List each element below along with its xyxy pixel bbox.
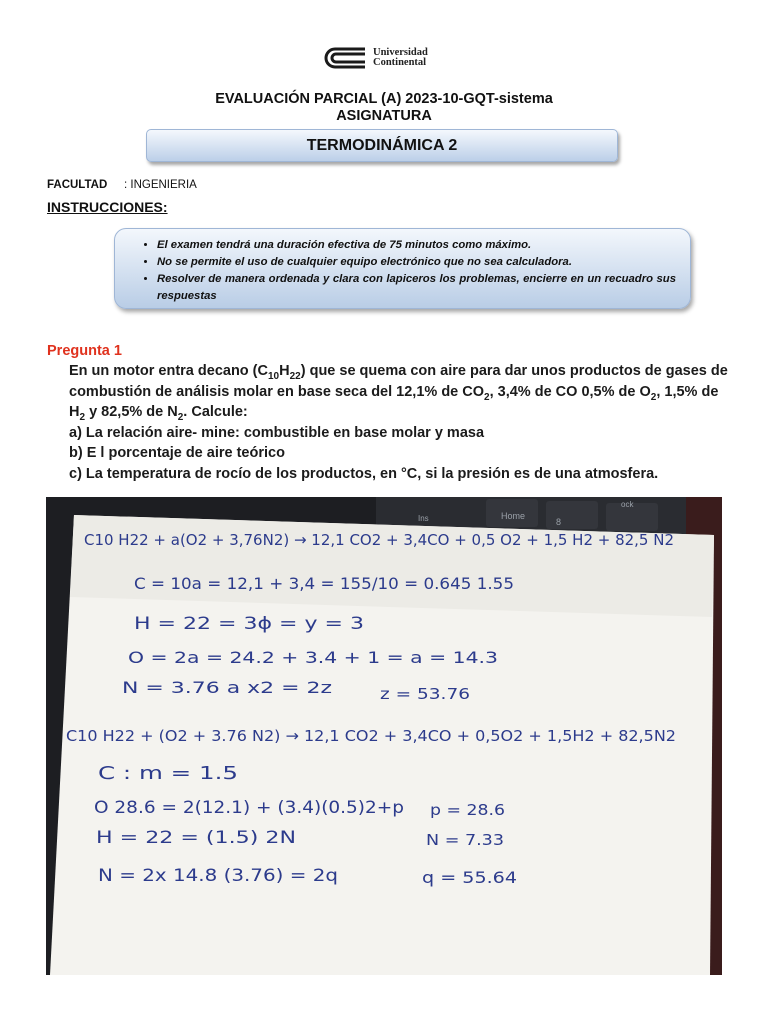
logo-text [373, 48, 428, 68]
handwritten-line: p = 28.6 [430, 801, 505, 819]
handwritten-line: C = 10a = 12,1 + 3,4 = 155/10 = 0.645 1.55 [134, 574, 514, 593]
handwritten-line: N = 3.76 a x2 = 2z [122, 678, 332, 697]
instruction-item: • El examen tendrá una duración efectiva de 75 minutos como máximo. [157, 237, 676, 254]
faculty-value: : INGENIERIA [124, 179, 197, 191]
logo-line-2: Continental [373, 57, 427, 68]
handwritten-line: O = 2a = 24.2 + 3.4 + 1 = a = 14.3 [128, 648, 498, 667]
keyboard-key-label: Ins [418, 514, 429, 523]
instructions-heading: INSTRUCCIONES: [47, 199, 168, 215]
question-item-b: b) E l porcentaje de aire teórico [69, 445, 285, 461]
faculty-label: FACULTAD [47, 179, 108, 191]
university-logo [323, 46, 428, 70]
logo-emblem-icon [323, 46, 367, 70]
subject-banner [146, 129, 618, 162]
instructions-box [114, 228, 691, 309]
handwritten-line: N = 2x 14.8 (3.76) = 2q [98, 866, 338, 886]
handwritten-line: H = 22 = 3ϕ = y = 3 [134, 614, 364, 634]
question-intro: En un motor entra decano $(C_{10}H_{22})$ que se quema con aire para dar unos productos de gases de combustión de análisis molar en base seca del 12,1% de $CO_2$, 3,4% de CO 0,5% de $O_2$, 1,5% de $H_2$ y 82,5% de $N_2$. Calcule: [69, 363, 728, 423]
handwritten-line: C : m = 1.5 [98, 763, 238, 784]
handwritten-line: H = 22 = (1.5) 2N [96, 828, 296, 848]
logo-line-1: Universidad [373, 47, 428, 58]
handwritten-line: C10 H22 + (O2 + 3.76 N2) → 12,1 CO2 + 3,4CO + 0,5O2 + 1,5H2 + 82,5N2 [66, 727, 676, 745]
exam-title: EVALUACIÓN PARCIAL (A) 2023-10-GQT-sistema [215, 91, 553, 107]
handwritten-line: N = 7.33 [426, 831, 504, 849]
subject-name: TERMODINÁMICA 2 [306, 136, 458, 154]
handwritten-line: q = 55.64 [422, 868, 517, 887]
question-title: Pregunta 1 [47, 343, 122, 359]
instruction-item: • No se permite el uso de cualquier equipo electrónico que no sea calculadora. [157, 254, 676, 271]
subject-label: ASIGNATURA [336, 108, 432, 124]
handwritten-line: O 28.6 = 2(12.1) + (3.4)(0.5)2+p [94, 798, 404, 818]
handwritten-solution-photo [46, 497, 722, 975]
keyboard-key-label: Home [501, 511, 526, 521]
keyboard-key-label: ock [621, 500, 634, 509]
photo-canvas [46, 497, 722, 975]
question-body [69, 361, 729, 484]
handwritten-line: z = 53.76 [380, 685, 470, 703]
question-item-c: c) La temperatura de rocío de los productos, en °C, si la presión es de una atmosfera. [69, 465, 659, 482]
handwritten-line: C10 H22 + a(O2 + 3,76N2) → 12,1 CO2 + 3,4CO + 0,5 O2 + 1,5 H2 + 82,5 N2 [84, 531, 674, 549]
instructions-list [115, 229, 690, 305]
keyboard-key-label: 8 [556, 517, 562, 527]
instruction-item: • Resolver de manera ordenada y clara con lapiceros los problemas, encierre en un recuadro sus respuestas [157, 271, 676, 305]
question-item-a: a) La relación aire- mine: combustible en base molar y masa [69, 424, 485, 441]
